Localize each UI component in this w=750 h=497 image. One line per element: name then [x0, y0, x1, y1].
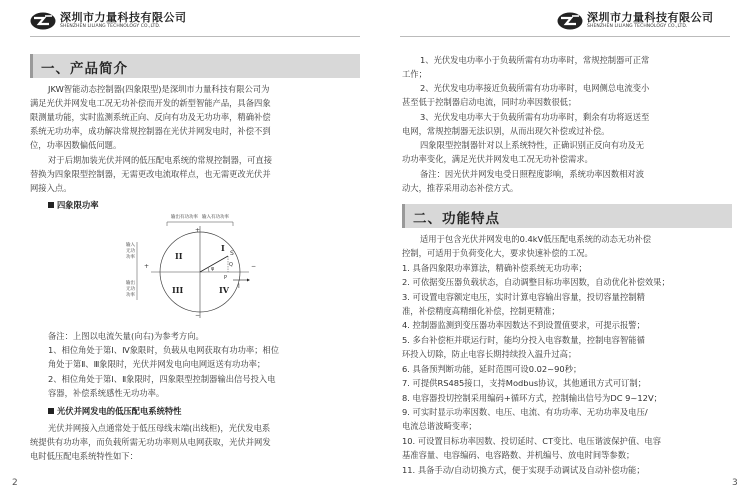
- four-quadrant-diagram: [125, 212, 277, 324]
- feature-item: 1. 具备四象限功率算法，精确补偿系统无功功率；: [402, 263, 587, 273]
- feature-item: 7. 可提供RS485接口，支持Modbus协议，其他通讯方式可订制；: [402, 378, 647, 388]
- quadrant-3-label: III: [172, 285, 184, 295]
- company-name-cn: 深圳市力量科技有限公司: [587, 11, 714, 24]
- subheading-pv-system-text: 光伏并网发电的低压配电系统特性: [57, 406, 182, 416]
- feature-line: 电时低压配电系统特性如下：: [30, 451, 138, 461]
- diagram-plus-top: +: [195, 227, 201, 234]
- point-line: 甚至低于控制器启动电流，同时功率因数很低；: [402, 97, 577, 107]
- feature-item: 电流总谐波畸变率；: [402, 421, 477, 431]
- diagram-label-output-active: 输出有功功率: [171, 215, 198, 220]
- company-brand-right: [557, 12, 714, 30]
- section-head-features: [402, 204, 732, 228]
- feature-item: 11. 具备手动/自动切换方式，便于实现手动调试及自动补偿功能；: [402, 465, 645, 475]
- diagram-phi-label: φ: [211, 266, 215, 272]
- quadrant-2-label: II: [175, 251, 183, 261]
- feature-line: 统提供有功功率，而负载所需无功功率则从电网获取，光伏并网发: [30, 437, 271, 447]
- point-line: 电网，常规控制器无法识别，从而出现欠补偿或过补偿。: [402, 126, 610, 136]
- diagram-s-label: S: [230, 250, 234, 257]
- bullet-square-icon: [48, 408, 54, 414]
- feature-line: 光伏并网接入点通常处于低压母线末端(出线柜)，光伏发电系: [48, 423, 271, 433]
- feature-item: 准，补偿精度高精细化补偿，控制更精准；: [402, 306, 560, 316]
- intro-line: 位，功率因数偏低问题。: [30, 140, 122, 150]
- subheading-four-quadrant-text: 四象限功率: [57, 200, 99, 210]
- feature-item: 3. 可设置电容额定电压，实时计算电容输出容量，投切容量控制精: [402, 292, 645, 302]
- point-line: 动大，推荐采用动态补偿方式。: [402, 183, 519, 193]
- point-line: 2、光伏发电功率接近负载所需有功功率时，电网侧总电流变小: [420, 83, 650, 93]
- intro-line: 网接入点。: [30, 183, 72, 193]
- intro-line: 限测量功能，实时监测系统正向、反向有功及无功功率，精确补偿: [30, 112, 271, 122]
- note-line: 1、相位角处于第Ⅰ、Ⅳ象限时，负载从电网获取有功功率；相位: [48, 345, 280, 355]
- intro-line: 满足光伏并网发电工况无功补偿而开发的新型智能产品，具备四象: [30, 98, 271, 108]
- diagram-label-output-reactive: 输出无功功率: [126, 281, 135, 298]
- subheading-four-quadrant: [48, 199, 99, 211]
- feature-item: 2. 可依据变压器负载状态，自动调整目标功率因数，自动优化补偿效果；: [402, 277, 670, 287]
- quadrant-1-label: I: [221, 243, 225, 253]
- point-line: 功功率变化，满足光伏并网发电工况无功补偿需求。: [402, 154, 593, 164]
- point-line: 1、光伏发电功率小于负载所需有功功率时，常规控制器可正常: [420, 55, 650, 65]
- point-line: 四象限型控制器针对以上系统特性，正确识别正反向有功及无: [420, 140, 645, 150]
- header-rule-right: [400, 36, 730, 37]
- company-logo-icon: [557, 12, 583, 30]
- intro-line: 对于后期加装光伏并网的低压配电系统的常规控制器，可直接: [48, 155, 273, 165]
- company-name-cn: 深圳市力量科技有限公司: [60, 11, 187, 24]
- note-line: 2、相位角处于第Ⅰ、Ⅱ象限时，四象限型控制器输出信号投入电: [48, 374, 276, 384]
- point-line: 备注：因光伏并网发电受日照程度影响，系统功率因数相对波: [420, 169, 645, 179]
- page-number-right: 3: [732, 478, 738, 488]
- feature-item: 基准容量、电容编码、电容路数、并机编号、放电时间等参数；: [402, 450, 635, 460]
- quadrant-4-label: IV: [219, 285, 229, 295]
- subheading-pv-system: [48, 405, 181, 417]
- func-intro-line: 适用于包含光伏并网发电的0.4kV低压配电系统的动态无功补偿: [420, 234, 652, 244]
- feature-item: 5. 多台补偿柜并联运行时，能均分投入电容数量，控制电容智能循: [402, 335, 645, 345]
- diagram-minus-bottom: −: [195, 312, 201, 319]
- diagram-i-label: I: [238, 283, 240, 290]
- section-title-intro: 一、产品简介: [41, 61, 128, 77]
- company-name-en: SHENZHEN LILIANG TECHNOLOGY CO.,LTD.: [60, 24, 161, 29]
- func-intro-line: 控制，可适用于负荷变化大，要求快速补偿的工况。: [402, 248, 593, 258]
- company-name-en: SHENZHEN LILIANG TECHNOLOGY CO.,LTD.: [587, 24, 688, 29]
- feature-item: 环投入切除，防止电容长期持续投入温升过高；: [402, 349, 577, 359]
- diagram-plus-left: +: [144, 263, 150, 270]
- feature-item: 9. 可实时显示功率因数、电压、电流、有功功率、无功功率及电压/: [402, 407, 648, 417]
- diagram-q-label: Q: [229, 262, 233, 268]
- diagram-p-label: P: [224, 275, 228, 281]
- section-title-features: 二、功能特点: [413, 211, 500, 227]
- point-line: 3、光伏发电功率大于负载所需有功功率时，剩余有功将返送至: [420, 112, 650, 122]
- bullet-square-icon: [48, 202, 54, 208]
- feature-item: 4. 控制器监测到变压器功率因数达不到设置值要求，可提示报警；: [402, 320, 645, 330]
- note-line: 容器，补偿系统感性无功功率。: [48, 388, 165, 398]
- point-line: 工作；: [402, 69, 427, 79]
- diagram-minus-right: −: [251, 263, 257, 270]
- feature-item: 8. 电容器投切控制采用编码+循环方式，控制输出信号为DC 9~12V；: [402, 393, 662, 403]
- header-rule-left: [30, 36, 360, 37]
- feature-item: 10. 可设置目标功率因数、投切延时、CT变比、电压谐波保护值、电容: [402, 436, 662, 446]
- diagram-label-input-active: 输入有功功率: [202, 215, 229, 220]
- page-number-left: 2: [12, 478, 18, 488]
- company-logo-icon: [30, 12, 56, 30]
- note-line: 备注：上图以电流矢量(向右)为参考方向。: [48, 331, 204, 341]
- intro-line: JKW智能动态控制器(四象限型)是深圳市力量科技有限公司为: [48, 84, 270, 94]
- intro-line: 系统无功功率，成功解决常规控制器在光伏并网发电时，补偿不到: [30, 126, 271, 136]
- feature-item: 6. 具备预判断功能，延时范围可设0.02~90秒；: [402, 364, 582, 374]
- company-brand-left: [30, 12, 187, 30]
- diagram-label-input-reactive: 输入无功功率: [126, 243, 135, 260]
- intro-line: 替换为四象限型控制器，无需更改电流取样点，也无需更改光伏并: [30, 169, 271, 179]
- note-line: 角处于第Ⅱ、Ⅲ象限时，光伏并网发电向电网返送有功功率；: [48, 359, 266, 369]
- section-head-intro: [30, 54, 360, 78]
